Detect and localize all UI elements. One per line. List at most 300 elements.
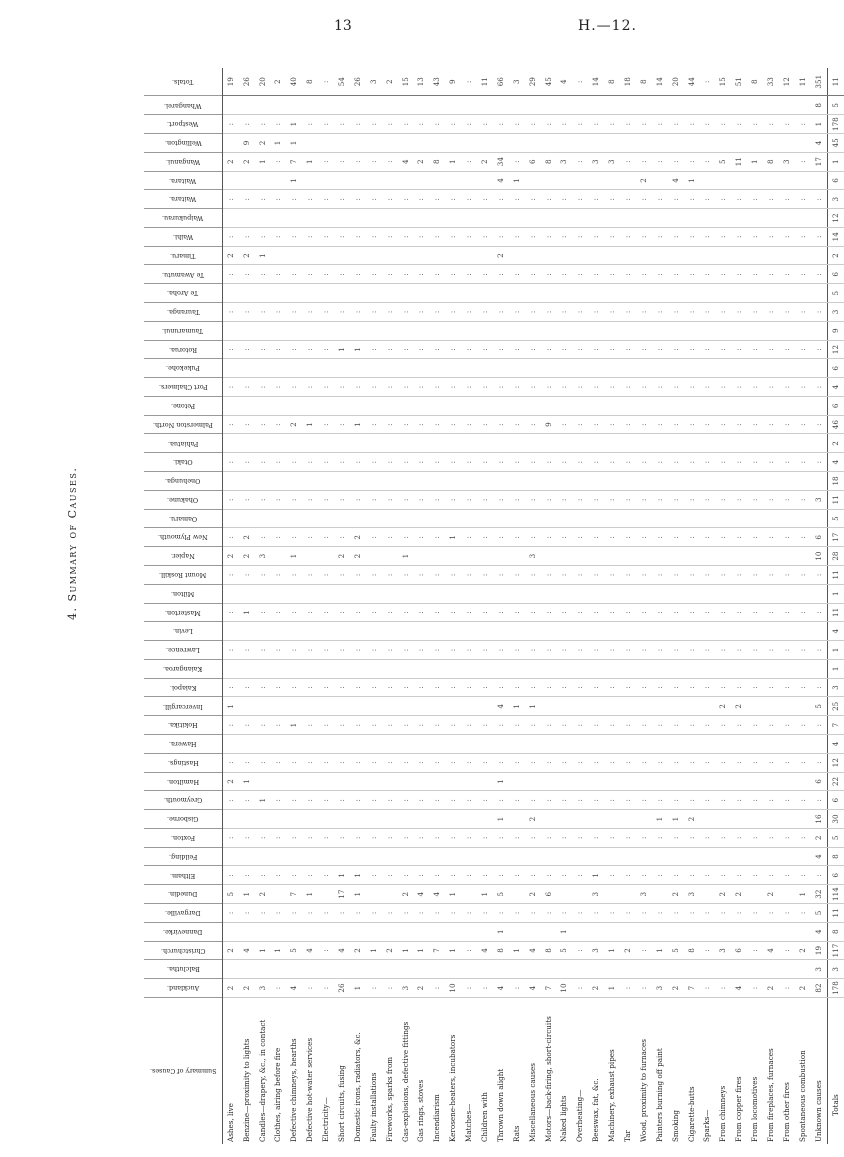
table-cell: 1 [287, 171, 303, 190]
table-cell [445, 960, 461, 979]
table-cell [588, 622, 604, 641]
table-cell [287, 622, 303, 641]
table-cell: : [414, 716, 430, 735]
column-header [144, 753, 223, 772]
table-cell: : [573, 528, 589, 547]
column-header-label: Waipukurau. [162, 214, 204, 223]
table-cell [334, 284, 350, 303]
table-cell [604, 659, 620, 678]
table-cell [588, 547, 604, 566]
table-cell: : [509, 190, 525, 209]
table-cell: : [541, 227, 557, 246]
column-header-label: Napier. [171, 552, 195, 561]
table-cell: : [430, 641, 446, 660]
table-cell: : [747, 340, 763, 359]
table-cell: : [779, 678, 795, 697]
table-cell: 1 [604, 941, 620, 960]
table-cell [700, 810, 716, 829]
table-row [668, 68, 684, 1144]
table-cell: : [255, 904, 271, 923]
table-row [239, 68, 255, 1144]
table-cell: 45 [541, 68, 557, 96]
table-cell: : [779, 528, 795, 547]
table-cell [573, 359, 589, 378]
table-cell: : [271, 227, 287, 246]
table-cell [716, 134, 732, 153]
table-cell: : [557, 340, 573, 359]
table-cell [684, 359, 700, 378]
table-cell [318, 810, 334, 829]
table-cell: : [493, 453, 509, 472]
table-cell: 1 [493, 810, 509, 829]
table-cell [541, 171, 557, 190]
table-cell: : [588, 565, 604, 584]
table-row [287, 68, 303, 1144]
table-cell: : [588, 791, 604, 810]
table-cell: 5 [493, 885, 509, 904]
column-header-label: Te Aroha. [167, 289, 199, 298]
table-cell: : [573, 866, 589, 885]
table-cell: : [620, 866, 636, 885]
table-cell: : [382, 641, 398, 660]
column-header-label: Masterton. [165, 608, 201, 617]
column-header [144, 396, 223, 415]
table-cell [588, 209, 604, 228]
table-cell [747, 960, 763, 979]
table-cell: : [700, 227, 716, 246]
table-cell: : [414, 115, 430, 134]
table-cell [334, 96, 350, 115]
table-cell: : [795, 641, 811, 660]
table-cell [732, 622, 748, 641]
table-cell [795, 772, 811, 791]
table-cell: 1 [414, 941, 430, 960]
table-cell [541, 284, 557, 303]
table-cell [302, 772, 318, 791]
table-cell: : [366, 565, 382, 584]
table-cell: : [223, 415, 239, 434]
table-cell: : [525, 303, 541, 322]
table-cell [779, 246, 795, 265]
table-cell: : [747, 378, 763, 397]
table-cell [461, 321, 477, 340]
table-cell [779, 922, 795, 941]
table-cell [302, 810, 318, 829]
table-cell [636, 772, 652, 791]
table-cell: : [573, 152, 589, 171]
column-header [144, 528, 223, 547]
table-row [414, 68, 430, 1144]
table-cell [493, 735, 509, 754]
table-cell [668, 622, 684, 641]
table-cell: : [318, 152, 334, 171]
table-cell [461, 922, 477, 941]
table-cell [430, 171, 446, 190]
table-cell [588, 396, 604, 415]
table-cell: 4 [477, 941, 493, 960]
table-cell [477, 284, 493, 303]
table-cell [398, 284, 414, 303]
table-cell [430, 735, 446, 754]
table-cell [700, 922, 716, 941]
table-cell: : [334, 115, 350, 134]
table-cell [509, 772, 525, 791]
table-cell: : [795, 791, 811, 810]
table-cell [573, 847, 589, 866]
table-cell [366, 472, 382, 491]
table-row [366, 68, 382, 1144]
column-header-label: Pukekohe. [166, 364, 200, 373]
table-cell [573, 960, 589, 979]
table-cell: : [700, 528, 716, 547]
table-cell: : [350, 678, 366, 697]
table-cell: : [445, 603, 461, 622]
table-cell [271, 171, 287, 190]
table-cell: 4 [763, 941, 779, 960]
column-header-label: Oamaru. [168, 514, 198, 523]
table-cell [239, 434, 255, 453]
table-cell: : [525, 453, 541, 472]
table-cell: : [350, 641, 366, 660]
table-cell [509, 359, 525, 378]
table-cell: : [445, 565, 461, 584]
table-cell [271, 922, 287, 941]
table-cell: : [541, 265, 557, 284]
table-cell: 5 [811, 904, 827, 923]
table-cell [811, 209, 827, 228]
table-cell: : [573, 828, 589, 847]
table-cell [652, 622, 668, 641]
table-cell: : [334, 490, 350, 509]
page-number: 13 [334, 18, 352, 34]
table-cell [350, 284, 366, 303]
table-cell [588, 246, 604, 265]
table-cell [716, 960, 732, 979]
cause-label: Overheating— [575, 1089, 585, 1142]
column-header [144, 227, 223, 246]
table-cell [382, 209, 398, 228]
table-cell [668, 396, 684, 415]
table-cell [604, 171, 620, 190]
column-header [144, 152, 223, 171]
table-cell: : [461, 866, 477, 885]
table-cell [350, 472, 366, 491]
table-cell [255, 321, 271, 340]
table-cell: : [795, 866, 811, 885]
table-cell: 3 [557, 152, 573, 171]
table-cell [430, 584, 446, 603]
table-row [493, 68, 509, 1144]
table-cell [493, 960, 509, 979]
table-cell [430, 772, 446, 791]
table-cell [287, 209, 303, 228]
table-cell: : [318, 115, 334, 134]
table-cell [668, 697, 684, 716]
table-cell: : [620, 716, 636, 735]
table-cell: : [541, 115, 557, 134]
table-cell [255, 735, 271, 754]
table-cell: : [302, 678, 318, 697]
table-cell [557, 547, 573, 566]
table-cell: 2 [223, 547, 239, 566]
table-cell: : [366, 115, 382, 134]
table-cell [541, 434, 557, 453]
cause-label: From locomotives [750, 1076, 760, 1142]
table-cell: : [732, 490, 748, 509]
table-cell [604, 922, 620, 941]
table-cell [636, 509, 652, 528]
table-row [302, 68, 318, 1144]
table-cell: : [271, 828, 287, 847]
table-cell: 13 [414, 68, 430, 96]
table-cell [732, 735, 748, 754]
table-cell [334, 246, 350, 265]
column-header [144, 96, 223, 115]
table-cell: 19 [223, 68, 239, 96]
table-cell: 32 [811, 885, 827, 904]
table-cell [461, 396, 477, 415]
column-header-label: Waihi. [172, 233, 194, 241]
table-cell: : [668, 227, 684, 246]
table-cell: : [573, 227, 589, 246]
table-cell [573, 284, 589, 303]
table-cell: 20 [668, 68, 684, 96]
table-cell: : [430, 490, 446, 509]
table-cell: : [493, 716, 509, 735]
table-cell [732, 472, 748, 491]
table-cell [318, 209, 334, 228]
column-header [144, 716, 223, 735]
table-cell: 7 [287, 885, 303, 904]
table-cell: 4 [430, 885, 446, 904]
table-cell: : [588, 753, 604, 772]
table-cell: : [461, 753, 477, 772]
table-cell [382, 659, 398, 678]
table-cell: 6 [827, 396, 843, 415]
table-cell: : [716, 678, 732, 697]
table-cell: : [414, 866, 430, 885]
table-cell [557, 472, 573, 491]
table-cell: : [795, 678, 811, 697]
table-cell [668, 434, 684, 453]
table-cell [239, 359, 255, 378]
table-cell: 3 [588, 152, 604, 171]
table-cell: : [414, 415, 430, 434]
table-cell [525, 284, 541, 303]
table-cell: : [287, 265, 303, 284]
table-cell [779, 96, 795, 115]
table-cell [763, 209, 779, 228]
table-cell: 5 [827, 828, 843, 847]
table-cell: : [239, 190, 255, 209]
table-cell: : [445, 190, 461, 209]
table-cell: : [477, 115, 493, 134]
table-cell [763, 359, 779, 378]
table-cell: : [398, 866, 414, 885]
table-cell [445, 547, 461, 566]
table-cell: 5 [668, 941, 684, 960]
table-cell: 11 [827, 68, 843, 96]
table-cell: : [684, 904, 700, 923]
table-cell: : [636, 303, 652, 322]
table-cell [557, 171, 573, 190]
table-cell: : [588, 190, 604, 209]
column-header-label: Auckland. [166, 984, 200, 993]
table-cell [398, 246, 414, 265]
table-cell [747, 697, 763, 716]
table-cell: : [382, 415, 398, 434]
table-cell: : [302, 265, 318, 284]
table-cell [573, 134, 589, 153]
cause-label: Totals [827, 997, 843, 1144]
table-cell [573, 659, 589, 678]
table-cell [795, 622, 811, 641]
table-cell: : [318, 378, 334, 397]
table-cell: : [700, 791, 716, 810]
table-cell: : [445, 490, 461, 509]
table-cell: : [223, 753, 239, 772]
table-cell [414, 622, 430, 641]
table-cell [604, 772, 620, 791]
table-cell [541, 96, 557, 115]
table-cell [287, 359, 303, 378]
column-header-label: Christchurch. [160, 946, 206, 955]
table-cell [318, 922, 334, 941]
column-header-label: Pahiatua. [167, 439, 199, 448]
table-cell [414, 922, 430, 941]
table-cell: : [302, 828, 318, 847]
table-cell: : [588, 340, 604, 359]
table-cell [620, 772, 636, 791]
table-cell: 2 [493, 246, 509, 265]
table-cell: : [509, 528, 525, 547]
table-cell: : [557, 227, 573, 246]
table-cell [557, 847, 573, 866]
table-cell [763, 547, 779, 566]
table-cell: 1 [271, 134, 287, 153]
table-cell [525, 659, 541, 678]
table-cell: 12 [827, 209, 843, 228]
table-cell: : [811, 565, 827, 584]
table-cell: : [620, 490, 636, 509]
table-cell: : [493, 340, 509, 359]
table-cell [763, 735, 779, 754]
table-cell [366, 772, 382, 791]
table-cell [239, 171, 255, 190]
table-cell: : [747, 641, 763, 660]
table-cell: : [573, 565, 589, 584]
table-cell: : [350, 716, 366, 735]
table-cell: : [461, 603, 477, 622]
table-row [795, 68, 811, 1144]
table-cell: : [668, 791, 684, 810]
table-cell [716, 472, 732, 491]
table-cell [763, 134, 779, 153]
table-cell: : [414, 303, 430, 322]
table-cell: 6 [827, 265, 843, 284]
table-cell [573, 735, 589, 754]
table-cell [287, 396, 303, 415]
table-cell: : [445, 753, 461, 772]
table-cell [636, 96, 652, 115]
table-cell: : [684, 753, 700, 772]
table-cell: : [732, 528, 748, 547]
table-cell [763, 922, 779, 941]
table-cell [509, 396, 525, 415]
table-cell: : [239, 641, 255, 660]
table-row [588, 68, 604, 1144]
table-cell [620, 359, 636, 378]
table-cell [255, 659, 271, 678]
table-cell [604, 885, 620, 904]
table-cell: : [287, 866, 303, 885]
table-cell [461, 584, 477, 603]
table-cell [318, 547, 334, 566]
table-cell: : [477, 716, 493, 735]
table-cell: : [461, 227, 477, 246]
table-cell [477, 922, 493, 941]
table-cell: : [668, 716, 684, 735]
table-cell [382, 134, 398, 153]
table-cell: : [811, 415, 827, 434]
cause-label: Smoking [670, 1110, 680, 1142]
table-cell [747, 922, 763, 941]
table-title: 4. Summary of Causes. [66, 466, 79, 620]
table-cell: 1 [684, 171, 700, 190]
column-header [144, 68, 223, 96]
table-cell [604, 472, 620, 491]
table-cell [334, 810, 350, 829]
table-cell: : [588, 265, 604, 284]
table-cell: : [525, 528, 541, 547]
table-cell: : [493, 641, 509, 660]
table-cell: : [636, 265, 652, 284]
table-cell [382, 697, 398, 716]
table-cell [287, 434, 303, 453]
table-cell [700, 284, 716, 303]
table-cell: : [716, 603, 732, 622]
table-cell [541, 547, 557, 566]
table-cell: : [779, 941, 795, 960]
table-cell [668, 772, 684, 791]
column-header-label: Totals. [172, 77, 194, 86]
table-cell [461, 697, 477, 716]
table-cell [493, 96, 509, 115]
table-cell: : [573, 716, 589, 735]
table-cell [477, 209, 493, 228]
table-cell [684, 509, 700, 528]
table-cell [700, 246, 716, 265]
table-cell [334, 847, 350, 866]
table-cell [350, 622, 366, 641]
table-cell: : [779, 904, 795, 923]
table-cell [652, 735, 668, 754]
table-cell: : [716, 227, 732, 246]
table-cell [430, 209, 446, 228]
table-cell: 43 [430, 68, 446, 96]
table-cell: : [684, 866, 700, 885]
table-row [684, 68, 700, 1144]
table-cell: : [477, 528, 493, 547]
table-cell [557, 134, 573, 153]
table-cell [366, 885, 382, 904]
table-cell: : [271, 265, 287, 284]
table-cell: 7 [684, 979, 700, 998]
table-cell [382, 472, 398, 491]
table-cell [493, 396, 509, 415]
table-cell: : [350, 565, 366, 584]
table-cell: : [732, 828, 748, 847]
